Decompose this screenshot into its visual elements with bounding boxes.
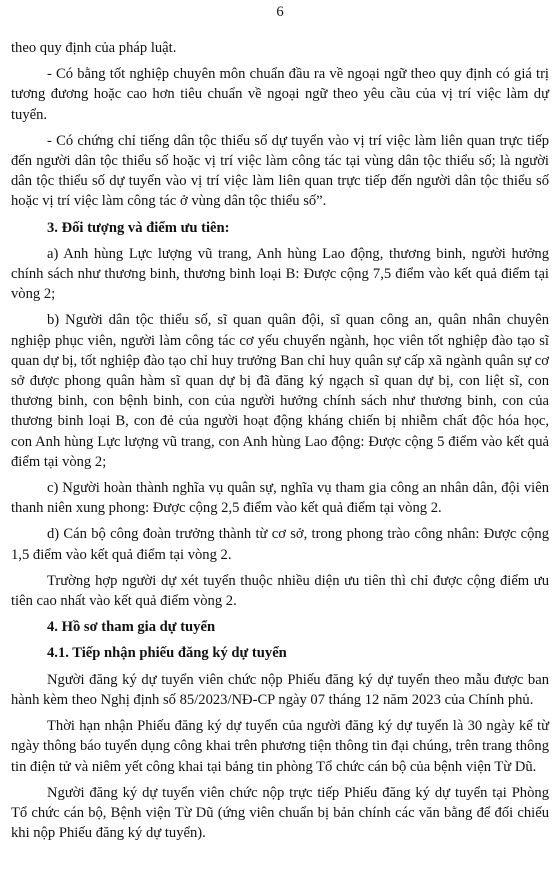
paragraph: Thời hạn nhận Phiếu đăng ký dự tuyển của người đăng ký dự tuyển là 30 ngày kể từ ngày thông báo tuyển dụng công khai trên phương tiện thông tin đại chúng, trên trang thông tin điện tử và niêm yết công khai tại bảng tin phòng Tổ chức cán bộ của bệnh viện Từ Dũ. — [11, 718, 549, 775]
paragraph: Người đăng ký dự tuyển viên chức nộp Phiếu đăng ký dự tuyển theo mẫu được ban hành kèm theo Nghị định số 85/2023/NĐ-CP ngày 07 tháng 12 năm 2023 của Chính phủ. — [11, 671, 549, 708]
paragraph: Người đăng ký dự tuyển viên chức nộp trực tiếp Phiếu đăng ký dự tuyển tại Phòng Tổ chức cán bộ, Bệnh viện Từ Dũ (ứng viên chuẩn bị bản chính các văn bằng để đối chiếu khi nộp Phiếu đăng ký dự tuyển). — [11, 784, 549, 842]
paragraph: Trường hợp người dự xét tuyển thuộc nhiều diện ưu tiên thì chỉ được cộng điểm ưu tiên cao nhất vào kết quả điểm vòng 2. — [11, 572, 549, 610]
paragraph: a) Anh hùng Lực lượng vũ trang, Anh hùng Lao động, thương binh, người hưởng chính sách như thương binh, thương binh loại B: Được cộng 7,5 điểm vào kết quả điểm tại vòng 2; — [11, 245, 549, 303]
paragraph: b) Người dân tộc thiểu số, sĩ quan quân đội, sĩ quan công an, quân nhân chuyên nghiệp phục viên, người làm công tác cơ yếu chuyển ngành, học viên tốt nghiệp đào tạo sĩ quan dự bị, tốt nghiệp đào tạo chỉ huy trưởng Ban chỉ huy quân sự cấp xã ngành quân sự cơ sở được phong quân hàm sĩ quan dự bị đã đăng ký ngạch sĩ quan dự bị, con liệt sĩ, con thương binh, con bệnh binh, con của người hưởng chính sách như thương binh, con của thương binh loại B, con đẻ của người hoạt động kháng chiến bị nhiễm chất độc hóa học, con Anh hùng Lực lượng vũ trang, con Anh hùng Lao động: Được cộng 5 điểm vào kết quả điểm tại vòng 2; — [11, 312, 549, 470]
paragraph: - Có chứng chỉ tiếng dân tộc thiểu số dự tuyển vào vị trí việc làm liên quan trực tiếp đến người dân tộc thiểu số hoặc vị trí việc làm công tác tại vùng dân tộc thiểu số; là người dân tộc thiểu số dự tuyển vào vị trí việc làm liên quan trực tiếp đến người dân tộc thiểu số hoặc vị trí việc làm công tác ở vùng dân tộc thiểu số”. — [11, 132, 549, 210]
page-number: 6 — [276, 4, 284, 20]
paragraph: d) Cán bộ công đoàn trưởng thành từ cơ sở, trong phong trào công nhân: Được cộng 1,5 điểm vào kết quả điểm tại vòng 2. — [11, 526, 549, 563]
document-body — [11, 38, 549, 843]
paragraph: theo quy định của pháp luật. — [11, 40, 177, 56]
section-heading: 4.1. Tiếp nhận phiếu đăng ký dự tuyển — [47, 645, 287, 662]
section-heading: 4. Hồ sơ tham gia dự tuyển — [47, 619, 216, 636]
section-heading: 3. Đối tượng và điểm ưu tiên: — [47, 219, 230, 236]
paragraph: c) Người hoàn thành nghĩa vụ quân sự, nghĩa vụ tham gia công an nhân dân, đội viên thanh niên xung phong: Được cộng 2,5 điểm vào kết quả điểm tại vòng 2. — [11, 480, 549, 517]
paragraph: - Có bằng tốt nghiệp chuyên môn chuẩn đầu ra về ngoại ngữ theo quy định có giá trị tương đương hoặc cao hơn tiêu chuẩn về ngoại ngữ theo yêu cầu của vị trí việc làm dự tuyển. — [11, 66, 549, 123]
